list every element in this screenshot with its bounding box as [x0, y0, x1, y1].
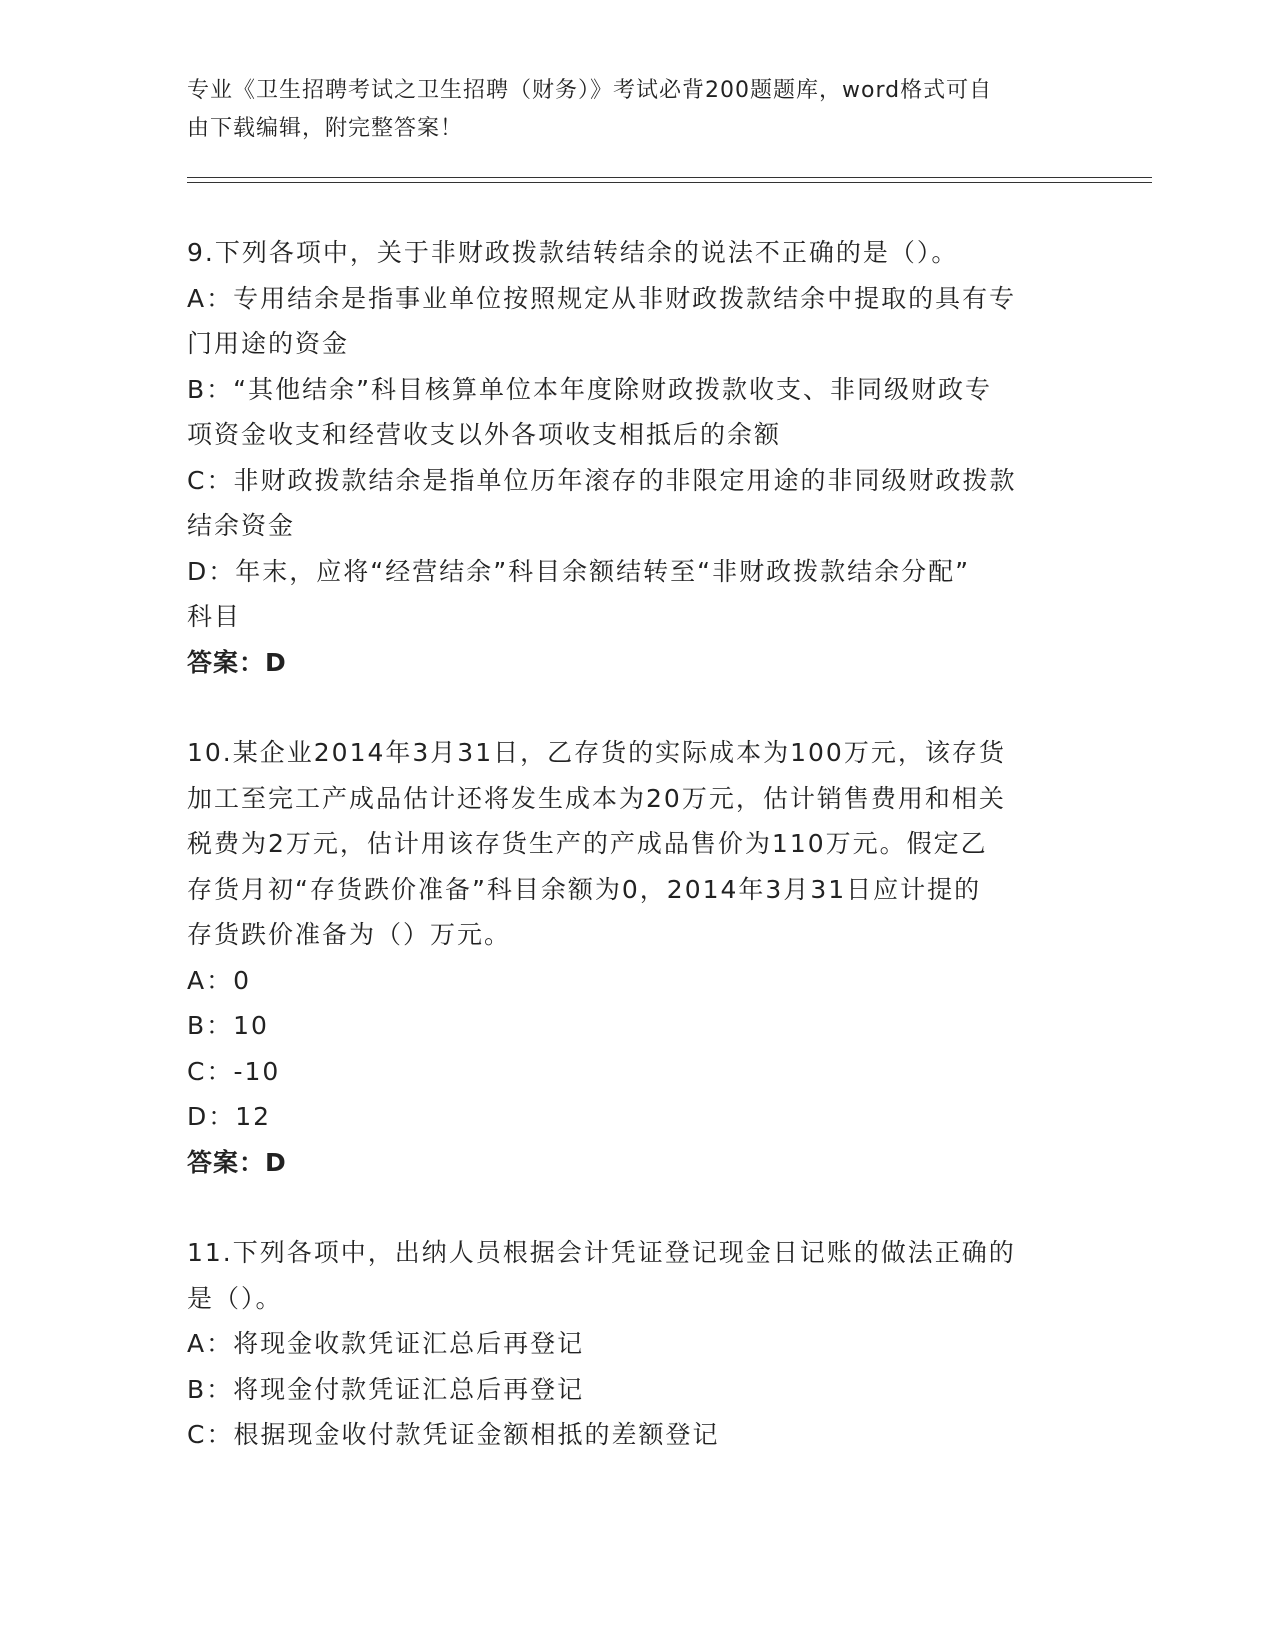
header-line: 由下载编辑，附完整答案！ [187, 116, 464, 141]
option-d-continued: 科目 [187, 602, 242, 631]
document-header [187, 72, 1067, 148]
option-a: A：0 [187, 965, 252, 995]
option-c: C：-10 [187, 1056, 281, 1086]
question-item [187, 230, 1067, 685]
question-item [187, 730, 1067, 1185]
option-c: C：根据现金收付款凭证金额相抵的差额登记 [187, 1420, 720, 1449]
question-stem: 存货月初“存货跌价准备”科目余额为0，2014年3月31日应计提的 [187, 874, 982, 904]
question-stem: 存货跌价准备为（）万元。 [187, 920, 512, 949]
option-b: B：“其他结余”科目核算单位本年度除财政拨款收支、非同级财政专 [187, 374, 993, 404]
option-b-continued: 项资金收支和经营收支以外各项收支相抵后的余额 [187, 420, 782, 449]
question-stem: 加工至完工产成品估计还将发生成本为20万元，估计销售费用和相关 [187, 783, 1006, 813]
answer-label: 答案：D [187, 647, 287, 677]
question-stem: 10.某企业2014年3月31日，乙存货的实际成本为100万元，该存货 [187, 738, 1006, 767]
answer-label: 答案：D [187, 1147, 287, 1177]
header-divider [187, 177, 1152, 178]
header-line: 专业《卫生招聘考试之卫生招聘（财务）》考试必背200题题库，word格式可自 [187, 78, 993, 103]
option-a-continued: 门用途的资金 [187, 329, 350, 358]
option-d: D：年末，应将“经营结余”科目余额结转至“非财政拨款结余分配” [187, 556, 971, 586]
option-c-continued: 结余资金 [187, 511, 296, 540]
question-stem: 11.下列各项中，出纳人员根据会计凭证登记现金日记账的做法正确的 [187, 1238, 1016, 1267]
option-a: A：将现金收款凭证汇总后再登记 [187, 1329, 585, 1358]
question-list [187, 230, 1067, 1458]
option-b: B：10 [187, 1011, 269, 1040]
question-stem: 9.下列各项中，关于非财政拨款结转结余的说法不正确的是（）。 [187, 238, 959, 267]
question-stem: 是（）。 [187, 1283, 283, 1313]
header-divider [187, 182, 1152, 183]
option-a: A：专用结余是指事业单位按照规定从非财政拨款结余中提取的具有专 [187, 283, 1017, 313]
option-d: D：12 [187, 1102, 272, 1131]
question-stem: 税费为2万元，估计用该存货生产的产成品售价为110万元。假定乙 [187, 829, 988, 858]
question-item [187, 1230, 1067, 1458]
option-c: C：非财政拨款结余是指单位历年滚存的非限定用途的非同级财政拨款 [187, 465, 1017, 495]
option-b: B：将现金付款凭证汇总后再登记 [187, 1374, 585, 1404]
